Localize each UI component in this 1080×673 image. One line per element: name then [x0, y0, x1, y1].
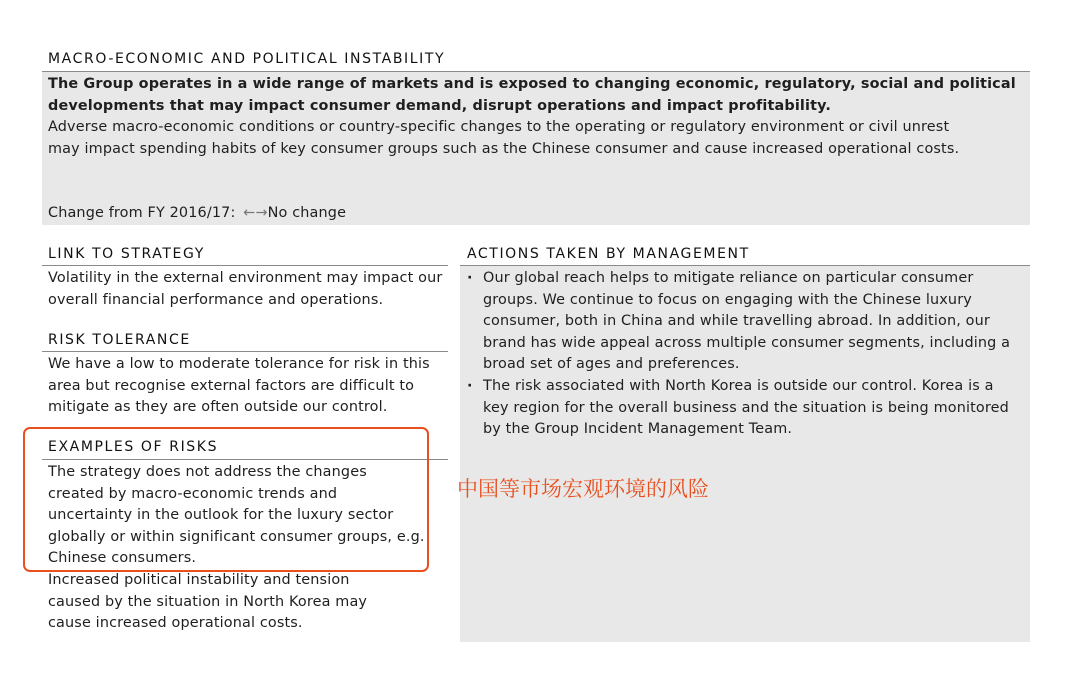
change-arrow-icon: ←→	[243, 205, 268, 221]
change-label: Change from FY 2016/17:	[48, 205, 236, 221]
macro-summary-bold: The Group operates in a wide range of markets and is exposed to changing economic, regulatory, social and political developments that may impact consumer demand, disrupt operations and impact profitability.	[48, 76, 1016, 114]
actions-list	[467, 268, 1012, 441]
actions-list-item: · The risk associated with North Korea is outside our control. Korea is a key region for the overall business and the situation is being monitored by the Group Incident Management Team.	[467, 376, 1012, 441]
macro-description: Adverse macro-economic conditions or country-specific changes to the operating or regulatory environment or civil unrest may impact spending habits of key consumer groups such as the Chinese consumer and cause increased operational costs.	[48, 119, 960, 157]
actions-list-item: · Our global reach helps to mitigate reliance on particular consumer groups. We continue to focus on engaging with the Chinese luxury consumer, both in China and while travelling abroad. In addition, our brand has wide appeal across multiple consumer segments, including a broad set of ages and preferences.	[467, 268, 1012, 376]
actions-heading: ACTIONS TAKEN BY MANAGEMENT	[467, 246, 750, 262]
macro-heading-rule	[42, 71, 1030, 72]
risk-tolerance-heading: RISK TOLERANCE	[48, 332, 191, 348]
link-to-strategy-rule	[42, 265, 448, 266]
annotation-text: 中国等市场宏观环境的风险	[457, 477, 709, 501]
link-to-strategy-text: Volatility in the external environment may impact our overall financial performance and operations.	[48, 270, 443, 308]
risk-tolerance-rule	[42, 351, 448, 352]
link-to-strategy-heading: LINK TO STRATEGY	[48, 246, 205, 262]
change-value: No change	[267, 205, 347, 221]
highlight-box	[23, 427, 429, 572]
change-indicator	[48, 203, 346, 225]
examples-of-risks-heading: EXAMPLES OF RISKS	[48, 439, 219, 455]
examples-of-risks-text-2: Increased political instability and tension caused by the situation in North Korea may cause increased operational costs.	[48, 572, 368, 632]
actions-heading-rule	[460, 265, 1030, 266]
macro-heading: MACRO-ECONOMIC AND POLITICAL INSTABILITY	[48, 51, 446, 67]
examples-of-risks-text-1: The strategy does not address the changes created by macro-economic trends and uncertainty in the outlook for the luxury sector globally or within significant consumer groups, e.g. Chinese consumers.	[48, 464, 425, 567]
risk-tolerance-text: We have a low to moderate tolerance for risk in this area but recognise external factors are difficult to mitigate as they are often outside our control.	[48, 356, 430, 416]
